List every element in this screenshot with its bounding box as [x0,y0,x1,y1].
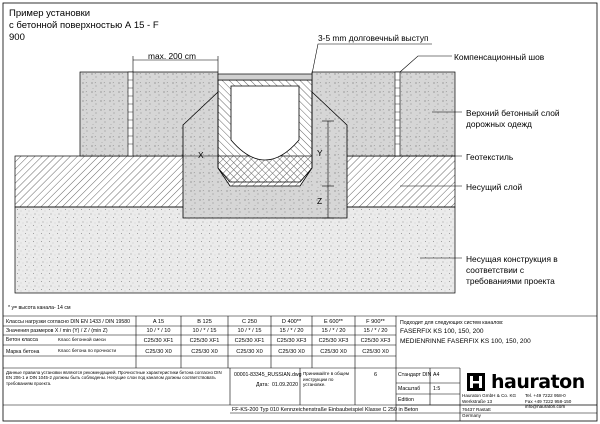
title-line-2: с бетонной поверхностью А 15 - F [9,20,159,31]
table-cell: C25/30 XF1 [189,338,220,344]
hauraton-logo [467,371,592,393]
table-cell: 10 / * / 15 [192,328,217,334]
dim-max-width-label: max. 200 cm [148,51,196,61]
drawing-title [9,8,209,44]
footer-description: FF-KS-200 Typ 010 Kennzeichenstraße Einbaubeispiel Klasse C 250 in Beton [232,407,419,413]
row-grade-sublabel: Класс бетона по прочности [58,348,117,353]
company-address-2 [462,407,522,418]
contact-line: Tel. +49 7222 958-0 [525,393,566,398]
table-cell: 15 / * / 20 [363,328,388,334]
callout-top-concrete-2: дорожных одежд [466,119,532,129]
class-f900: F 900** [366,319,385,325]
dim-x-label: X [198,150,204,160]
row-concrete-label: Бетон класса [6,337,38,343]
table-cell: C25/30 XF1 [143,338,174,344]
table-cell: C25/30 XF1 [234,338,265,344]
scale-value: 1:5 [433,386,441,392]
company-contact [525,393,595,410]
footnote: * у= высота канала- 14 см [8,305,71,311]
sheet-number: 6 [373,372,378,378]
systems-heading: Подходит для следующих систем каналов: [400,320,504,326]
company-line: Germany [462,412,481,418]
leader-overhang [312,44,432,74]
title-line-1: Пример установки [9,8,91,19]
company-line: Werkstraße 13 [462,398,493,404]
grating [218,74,312,80]
class-d400: D 400** [281,319,302,325]
table-cell: C25/30 XF3 [318,338,349,344]
table-cell: 15 / * / 20 [279,328,304,334]
dim-z-label: Z [317,196,323,206]
callout-joint: Компенсационный шов [454,52,545,62]
company-line: Hauraton GmbH & Co. KG [462,393,517,398]
hauraton-logo-icon [467,373,485,391]
table-cell: C25/30 X0 [191,349,218,355]
callout-geotextile: Геотекстиль [466,152,514,162]
row-grade-label: Марка бетона [6,349,40,355]
class-c250: C 250 [242,319,257,325]
company-address [462,393,522,404]
systems-line-2: MEDIENRINNE FASERFIX KS 100, 150, 200 [400,338,531,345]
table-cell: C25/30 X0 [278,349,305,355]
title-line-3: 900 [9,32,25,43]
standard-label: Стандарт DIN [398,372,432,378]
drawing-id: 00001-83345_RUSSIAN.dwg [234,372,302,378]
callout-bearing-structure-2: соответствии с [466,265,525,275]
table-cell: 10 / * / 10 [146,328,171,334]
table-cell: C25/30 X0 [236,349,263,355]
joint-right [395,72,400,156]
table-cell: C25/30 X0 [320,349,347,355]
table-cell: C25/30 X0 [145,349,172,355]
callout-bearing-structure-1: Несущая конструкция в [466,254,558,264]
table-cell: 15 / * / 20 [321,328,346,334]
subgrade-layer [15,207,455,293]
brand-name: hauraton [491,371,585,393]
class-e600: E 600** [324,319,343,325]
class-a15: A 15 [152,319,165,325]
class-b125: B 125 [197,319,212,325]
edition-label: Edition [398,397,414,403]
standard-value: A4 [433,372,440,378]
row-dimensions-label: Значения размеров Х / min (Y) / Z / (min Z) [6,328,108,334]
company-line: 76437 Rastatt [462,407,491,412]
installation-notes: Данные правила установки являются рекомендацией. Прочностные характеристики бетона согласно DIN EN 206-1 и DIN 1045-2 должны быть соблюдены. Несущие слои под каналом должны соответствовать требованиям проекта. [6,370,222,386]
scale-label: Масштаб [398,386,421,392]
callout-bearing-layer: Несущий слой [466,182,523,192]
callout-bearing-structure-3: требованиями проекта [466,276,555,286]
table-cell: 10 / * / 15 [237,328,262,334]
joint-left [128,72,133,156]
date-label: Дата: [256,382,269,388]
callout-top-concrete-1: Верхний бетонный слой [466,108,560,118]
systems-line-1: FASERFIX KS 100, 150, 200 [400,328,484,335]
contact-line: Fax +49 7222 958-150 [525,398,572,404]
dim-y-label: Y [317,148,323,158]
table-header-label: Классы нагрузки согласно DIN EN 1433 / DIN 19580 [6,319,131,325]
table-cell: C25/30 XF3 [360,338,391,344]
row-concrete-sublabel: Класс бетонной смеси [58,337,106,342]
date-value: 01.09.2020 [272,382,298,388]
table-cell: C25/30 XF3 [276,338,307,344]
channel-inner [231,86,299,160]
table-cell: C25/30 X0 [362,349,389,355]
contact-line: info@hauraton.com [525,404,566,410]
installation-note: Принимайте в общем инструкции по установке. [303,371,350,388]
dim-overhang-label: 3-5 mm долговечный выступ [318,33,429,43]
